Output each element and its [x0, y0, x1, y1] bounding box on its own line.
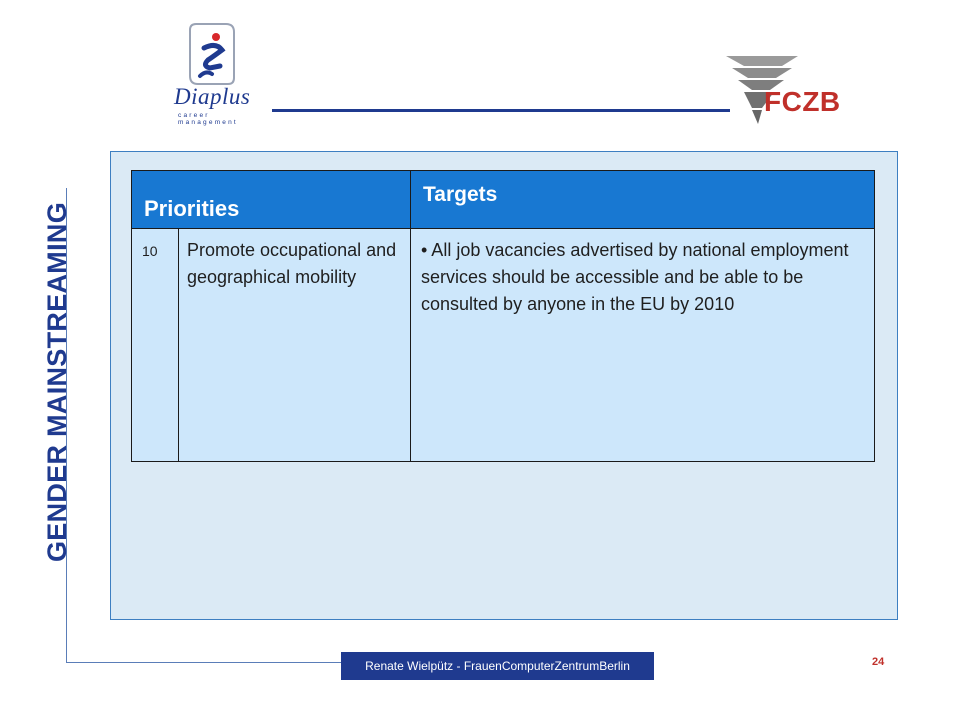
header-priorities: Priorities — [132, 171, 411, 229]
diaplus-emblem-icon — [160, 22, 270, 86]
footer-author: Renate Wielpütz - FrauenComputerZentrumBerlin — [341, 652, 654, 680]
priorities-table — [131, 170, 874, 462]
fczb-logo — [722, 52, 842, 127]
diaplus-tagline: career management — [178, 112, 238, 126]
frame-line-horizontal — [66, 662, 341, 663]
priority-cell: Promote occupational and geographical mobility — [179, 229, 411, 462]
table-row — [132, 229, 875, 462]
diaplus-wordmark: Diaplus — [174, 84, 251, 109]
target-cell: • All job vacancies advertised by national employment services should be accessible and be able to be consulted by anyone in the EU by 2010 — [411, 229, 875, 462]
table-header-row — [132, 171, 875, 229]
row-number: 10 — [132, 229, 179, 462]
header-divider — [272, 109, 730, 112]
fczb-wordmark: FCZB — [764, 86, 841, 117]
header-targets: Targets — [411, 171, 875, 229]
page-number: 24 — [872, 656, 885, 668]
diaplus-logo — [160, 22, 270, 126]
side-title: GENDER MAINSTREAMING — [42, 202, 72, 563]
